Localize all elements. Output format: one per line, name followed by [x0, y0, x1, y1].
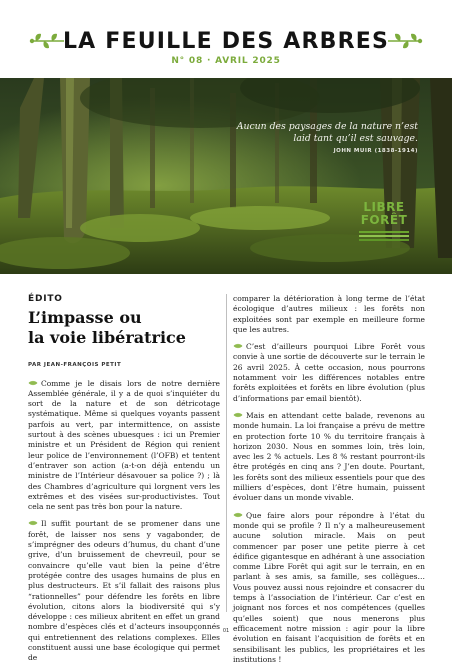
leaf-icon — [233, 343, 243, 349]
logo-word-2: FORÊT — [360, 213, 408, 227]
column-divider — [226, 294, 227, 612]
logo-stripe — [359, 231, 409, 233]
headline-line: L’impasse ou — [28, 308, 142, 328]
leaf-icon — [233, 512, 243, 518]
article-column-right — [233, 294, 425, 672]
paragraph: Que faire alors pour répondre à l’état du monde qui se profile ? Il n’y a malheureusement aucune solution miracle. Mais on peut commencer par poser une petite pierre à cet édifice gigantesque en adhérant à une association comme Libre Forêt qui agit sur le terrain, en en parlant à ses amis, sa famille, ses collègues… Vous pouvez aussi nous rejoindre et consacrer du temps à l’association de l’intérieur. Car c’est en joignant nos forces et nos compétences (quelles qu’elles soient) que nous menerons plus efficacement notre mission : agir pour la libre évolution en faisant l’acquisition de forêts et en sensibilisant les publics, les propriétaires et les institutions ! — [233, 510, 425, 664]
masthead — [0, 0, 452, 80]
article-byline: PAR JEAN-FRANÇOIS PETIT — [28, 362, 122, 369]
branch-ornament-icon — [386, 31, 424, 51]
newsletter-title: LA FEUILLE DES ARBRES — [62, 29, 390, 54]
quote-author: JOHN MUIR (1838-1914) — [333, 148, 418, 154]
paragraph: C’est d’ailleurs pourquoi Libre Forêt vous convie à une sortie de découverte sur le terrain le 26 avril 2025. À cette occasion, nous pourrons notamment voir les différences notables entre forêts exploitées et forêts en libre évolution (plus d’informations par email bientôt). — [233, 342, 425, 403]
paragraph: Mais en attendant cette balade, revenons au monde humain. La loi française a prévu de mettre en protection forte 10 % du territoire français à horizon 2030. Nous en sommes loin, très loin, avec les 2 % actuels. Les 8 % restant pourront-ils être protégés en cinq ans ? J’en doute. Pourtant, les forêts sont des milieux essentiels pour que des milliers d’espèces, dont l’être humain, puissent évoluer dans un monde vivable. — [233, 410, 425, 503]
headline-line: la voie libératrice — [28, 328, 186, 348]
paragraph: Il suffit pourtant de se promener dans une forêt, de laisser nos sens y vagabonder, de s’imprégner des odeurs d’humus, du chant d’une grive, d’un bruissement de chevreuil, pour se convaincre qu’elle vaut bien la peine d’être protégée contre des usages humains de plus en plus destructeurs. Et s’il fallait des raisons plus “rationnelles” pour défendre les forêts en libre évolution, citons alors la biodiversité qui s’y développe : ces milieux abritent en effet un grand nombre d’espèces clés et d’acteurs insoupçonnés qui entretiennent des relations complexes. Elles constituent aussi une base écologique qui permet de — [28, 519, 220, 663]
section-rubric: ÉDITO — [28, 294, 63, 304]
epigraph-quote: Aucun des paysages de la nature n’est laid tant qu’il est sauvage. — [236, 121, 418, 144]
logo-word-1: LIBRE — [363, 200, 405, 214]
libre-foret-logo — [359, 201, 409, 249]
issue-number: N° 08 · AVRIL 2025 — [171, 56, 281, 66]
article-headline — [28, 308, 220, 348]
leaf-icon — [28, 520, 38, 526]
article-column-left — [28, 294, 220, 671]
logo-stripe — [359, 239, 409, 241]
leaf-icon — [28, 380, 38, 386]
page-number: 01 — [222, 628, 230, 634]
logo-stripe — [359, 235, 409, 237]
leaf-icon — [233, 412, 243, 418]
paragraph: Comme je le disais lors de notre dernière Assemblée générale, il y a de quoi s’inquiéter du sort de la nature et de son détricotage systématique. Même si quelques voyants passent parfois au vert, par intermittence, on assiste surtout à des scènes ubuesques : ici un Premier ministre et un Président de Région qui renient leur police de l’environnement (l’OFB) et tentent d’entraver son action (a-t-on déjà entendu un ministre de l’Intérieur désavouer sa police ?) ; là des Chambres d’agriculture qui lorgnent vers les extrêmes et des visées sur-productivistes. Tout cela ne sent pas très bon pour la nature. — [28, 378, 220, 512]
paragraph: comparer la détérioration à long terme de l’état écologique d’autres milieux : les forêts non exploitées sont par exemple en meilleure forme que les autres. — [233, 294, 425, 334]
